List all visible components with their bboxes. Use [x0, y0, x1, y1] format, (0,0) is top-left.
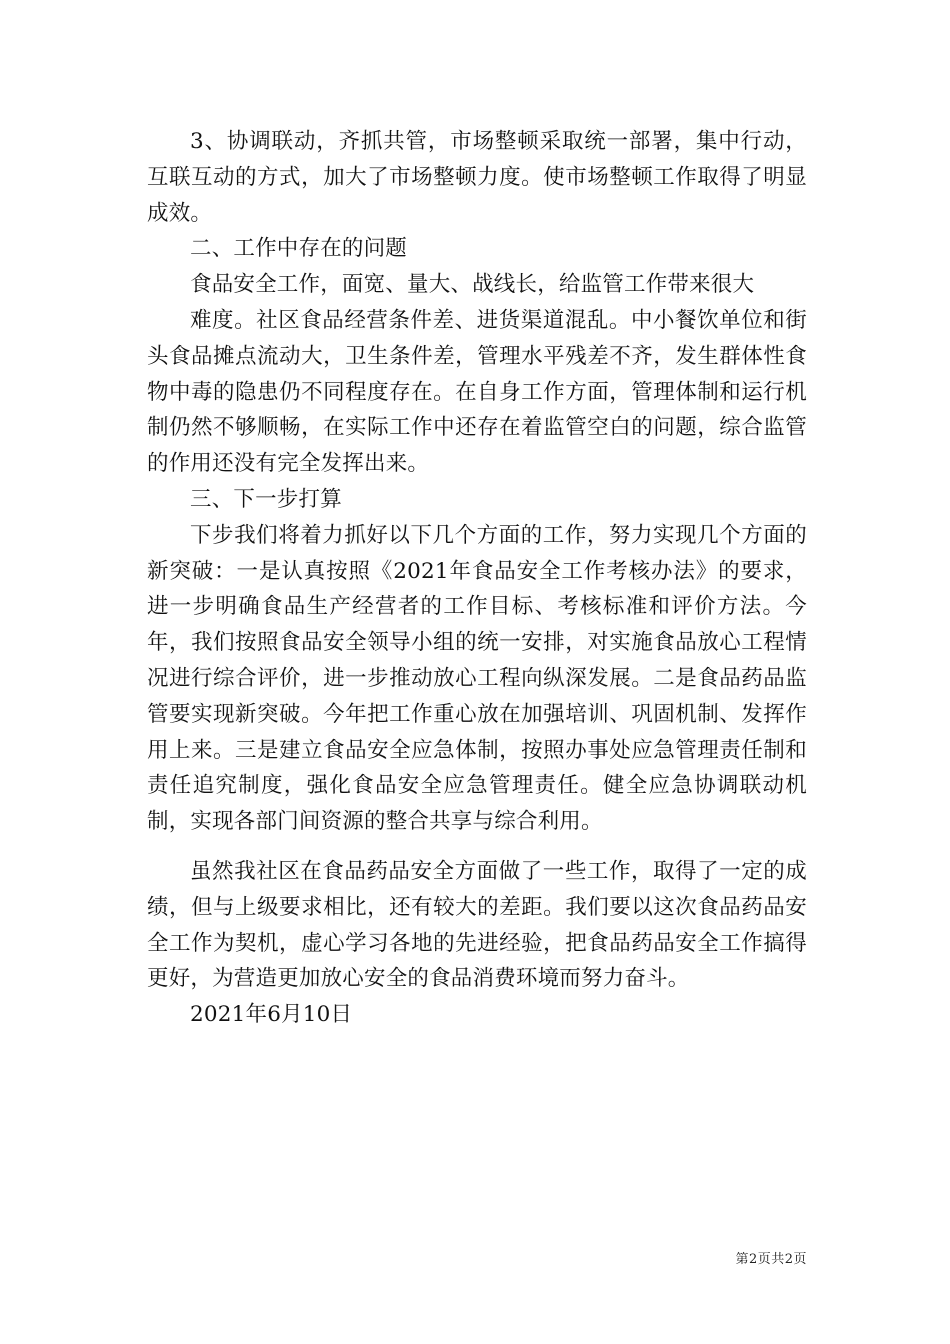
- page-number-footer: 第2页共2页: [735, 1252, 807, 1267]
- paragraph-difficulties: 难度。社区食品经营条件差、进货渠道混乱。中小餐饮单位和街头食品摊点流动大，卫生条件差，管理水平残差不齐，发生群体性食物中毒的隐患仍不同程度存在。在自身工作方面，管理体制和运行机制仍然不够顺畅，在实际工作中还存在着监管空白的问题，综合监管的作用还没有完全发挥出来。: [147, 307, 807, 477]
- heading-next-steps: 三、下一步打算: [190, 486, 342, 512]
- paragraph-conclusion: 虽然我社区在食品药品安全方面做了一些工作，取得了一定的成绩，但与上级要求相比，还有较大的差距。我们要以这次食品药品安全工作为契机，虚心学习各地的先进经验，把食品药品安全工作搞得更好，为营造更加放心安全的食品消费环境而努力奋斗。: [147, 858, 807, 992]
- paragraph-food-safety-scope: 食品安全工作，面宽、量大、战线长，给监管工作带来很大: [190, 272, 755, 298]
- document-date: 2021年6月10日: [190, 1002, 353, 1028]
- document-body: [147, 124, 807, 1033]
- heading-existing-problems: 二、工作中存在的问题: [190, 236, 408, 262]
- paragraph-next-plan: 下步我们将着力抓好以下几个方面的工作，努力实现几个方面的新突破：一是认真按照《2021年食品安全工作考核办法》的要求，进一步明确食品生产经营者的工作目标、考核标准和评价方法。今年，我们按照食品安全领导小组的统一安排，对实施食品放心工程情况进行综合评价，进一步推动放心工程向纵深发展。二是食品药品监管要实现新突破。今年把工作重心放在加强培训、巩固机制、发挥作用上来。三是建立食品安全应急体制，按照办事处应急管理责任制和责任追究制度，强化食品安全应急管理责任。健全应急协调联动机制，实现各部门间资源的整合共享与综合利用。: [147, 522, 807, 835]
- paragraph-coordination: 3、协调联动，齐抓共管，市场整顿采取统一部署，集中行动，互联互动的方式，加大了市场整顿力度。使市场整顿工作取得了明显成效。: [147, 129, 807, 226]
